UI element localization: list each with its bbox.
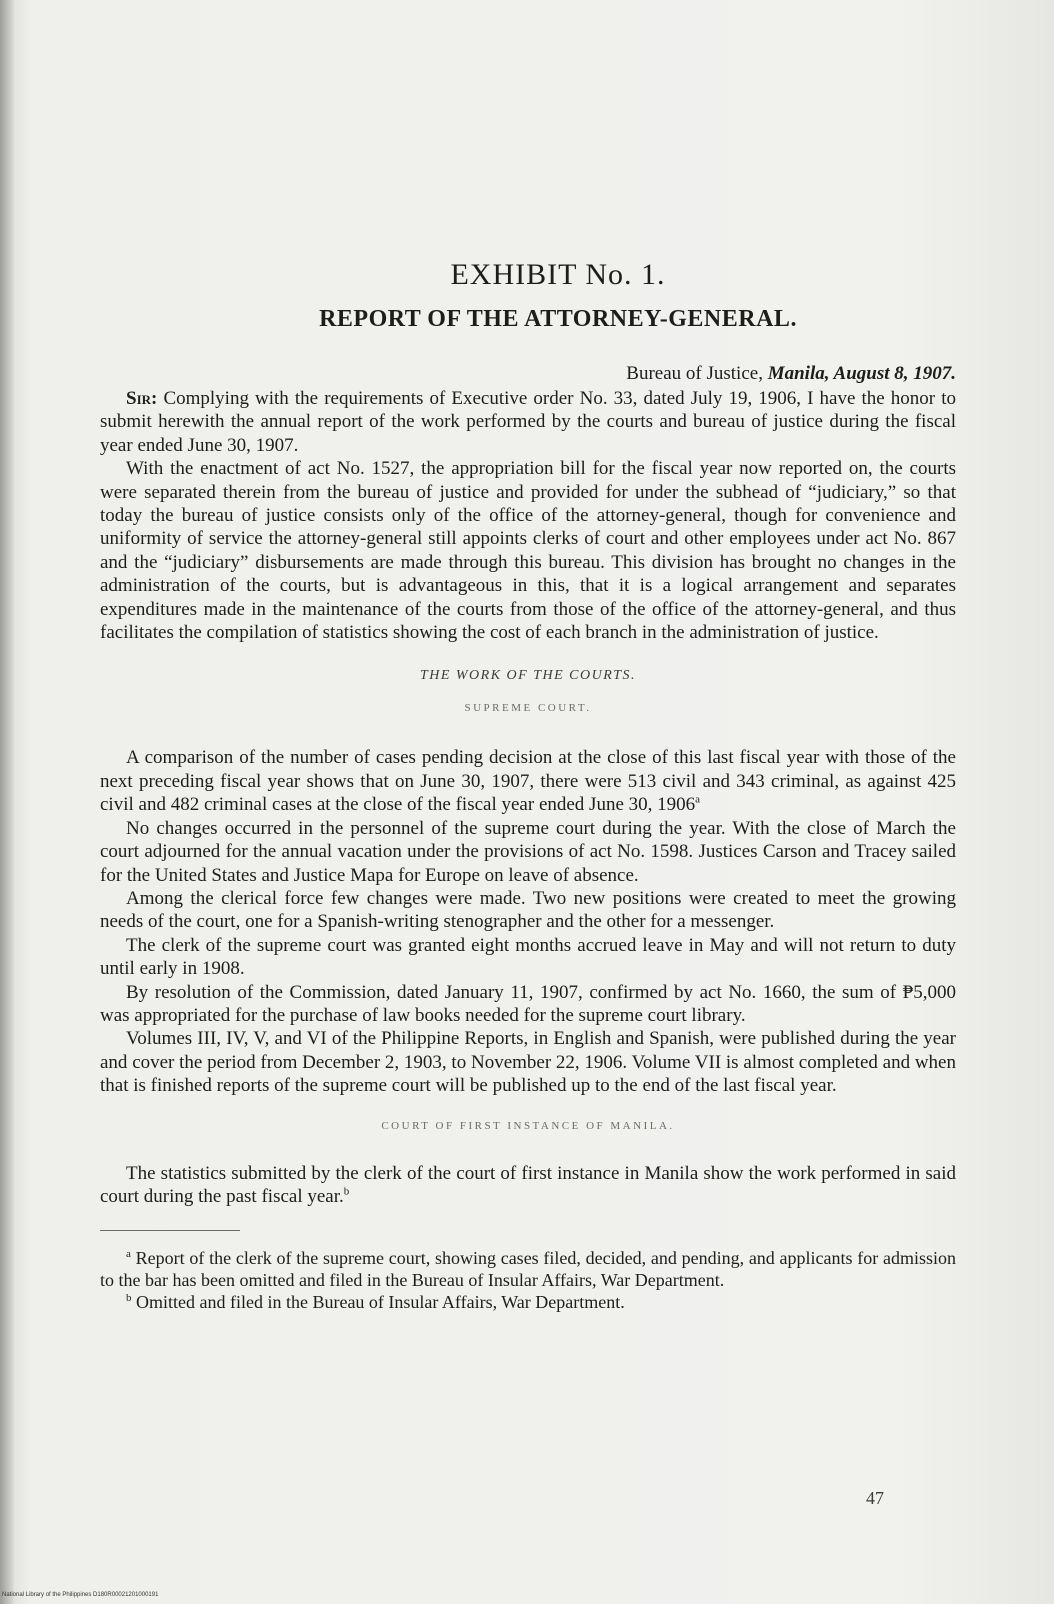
binding-edge xyxy=(0,0,14,1604)
section-heading: THE WORK OF THE COURTS. xyxy=(419,668,637,684)
first-instance-heading: COURT OF FIRST INSTANCE OF MANILA. xyxy=(381,1119,675,1132)
supreme-court-heading: SUPREME COURT. xyxy=(464,702,592,715)
page-number: 47 xyxy=(866,1488,884,1508)
footnote-b xyxy=(100,1291,956,1313)
supreme-court-paragraph-4: The clerk of the supreme court was granted eight months accrued leave in May and will not return to duty until early in 1908. xyxy=(100,934,956,980)
footnote-mark: a xyxy=(126,1248,131,1261)
dateline-office: Bureau of Justice, xyxy=(626,363,763,384)
dateline xyxy=(100,363,956,385)
footnote-ref-a: a xyxy=(695,793,701,806)
supreme-court-paragraph-1 xyxy=(100,746,956,816)
intro-paragraph-1-text: Complying with the requirements of Executive order No. 33, dated July 19, 1906, I have the honor to submit herewith the annual report of the work performed by the courts and bureau of justice during the fiscal year ended June 30, 1907. xyxy=(100,388,956,456)
supreme-court-paragraph-3: Among the clerical force few changes were made. Two new positions were created to meet the growing needs of the court, one for a Spanish-writing stenographer and the other for a messenger. xyxy=(100,887,956,933)
supreme-court-paragraph-5: By resolution of the Commission, dated January 11, 1907, confirmed by act No. 1660, the sum of ₱5,000 was appropriated for the purchase of law books needed for the supreme court library. xyxy=(100,981,956,1026)
supreme-court-paragraph-6: Volumes III, IV, V, and VI of the Philippine Reports, in English and Spanish, were published during the year and cover the period from December 2, 1903, to November 22, 1906. Volume VII is almost completed and when that is finished reports of the supreme court will be published up to the end of the last fiscal year. xyxy=(100,1028,956,1097)
footnote-text: Report of the clerk of the supreme court, showing cases filed, decided, and pending, and applicants for admission to the bar has been omitted and filed in the Bureau of Insular Affairs, War Department. xyxy=(100,1248,956,1291)
supreme-court-paragraph-2: No changes occurred in the personnel of the supreme court during the year. With the close of March the court adjourned for the annual vacation under the provisions of act No. 1598. Justices Carson and Tracey sailed for the United States and Justice Mapa for Europe on leave of absence. xyxy=(100,817,956,886)
intro-paragraph-2: With the enactment of act No. 1527, the appropriation bill for the fiscal year now reported on, the courts were separated therein from the bureau of justice and provided for under the subhead of “judiciary,” so that today the bureau of justice consists only of the office of the attorney-general, though for convenience and uniformity of service the attorney-general still appoints clerks of court and other employees under act No. 867 and the “judiciary” disbursements are made through this bureau. This division has brought no changes in the administration of the courts, but is advantageous in this, that it is a logical arrangement and separates expenditures made in the maintenance of the courts from those of the office of the attorney-general, and thus facilitates the compilation of statistics showing the cost of each branch in the administration of justice. xyxy=(100,458,956,644)
first-instance-paragraph xyxy=(100,1162,956,1209)
report-title: REPORT OF THE ATTORNEY-GENERAL. xyxy=(319,306,797,332)
footnote-divider xyxy=(100,1230,240,1231)
footnote-text: Omitted and filed in the Bureau of Insular Affairs, War Department. xyxy=(136,1292,625,1313)
footer-credit: National Library of the Philippines D180R00021201000191 xyxy=(2,1592,159,1598)
paragraph-text: A comparison of the number of cases pending decision at the close of this last fiscal year with those of the next preceding fiscal year shows that on June 30, 1907, there were 513 civil and 343 criminal, as against 425 civil and 482 criminal cases at the close of the fiscal year ended June 30, 1906 xyxy=(100,747,956,816)
intro-paragraph-1 xyxy=(100,387,956,457)
page-content xyxy=(100,258,956,1313)
paragraph-text: The statistics submitted by the clerk of the court of first instance in Manila show the work performed in said court during the past fiscal year. xyxy=(100,1162,956,1207)
dateline-place-date: Manila, August 8, 1907. xyxy=(767,363,956,384)
salutation: Sir: xyxy=(126,388,158,409)
footnote-mark: b xyxy=(126,1292,132,1305)
footnote-a xyxy=(100,1247,956,1291)
exhibit-title: EXHIBIT No. 1. xyxy=(450,258,666,291)
footnote-ref-b: b xyxy=(343,1185,350,1198)
